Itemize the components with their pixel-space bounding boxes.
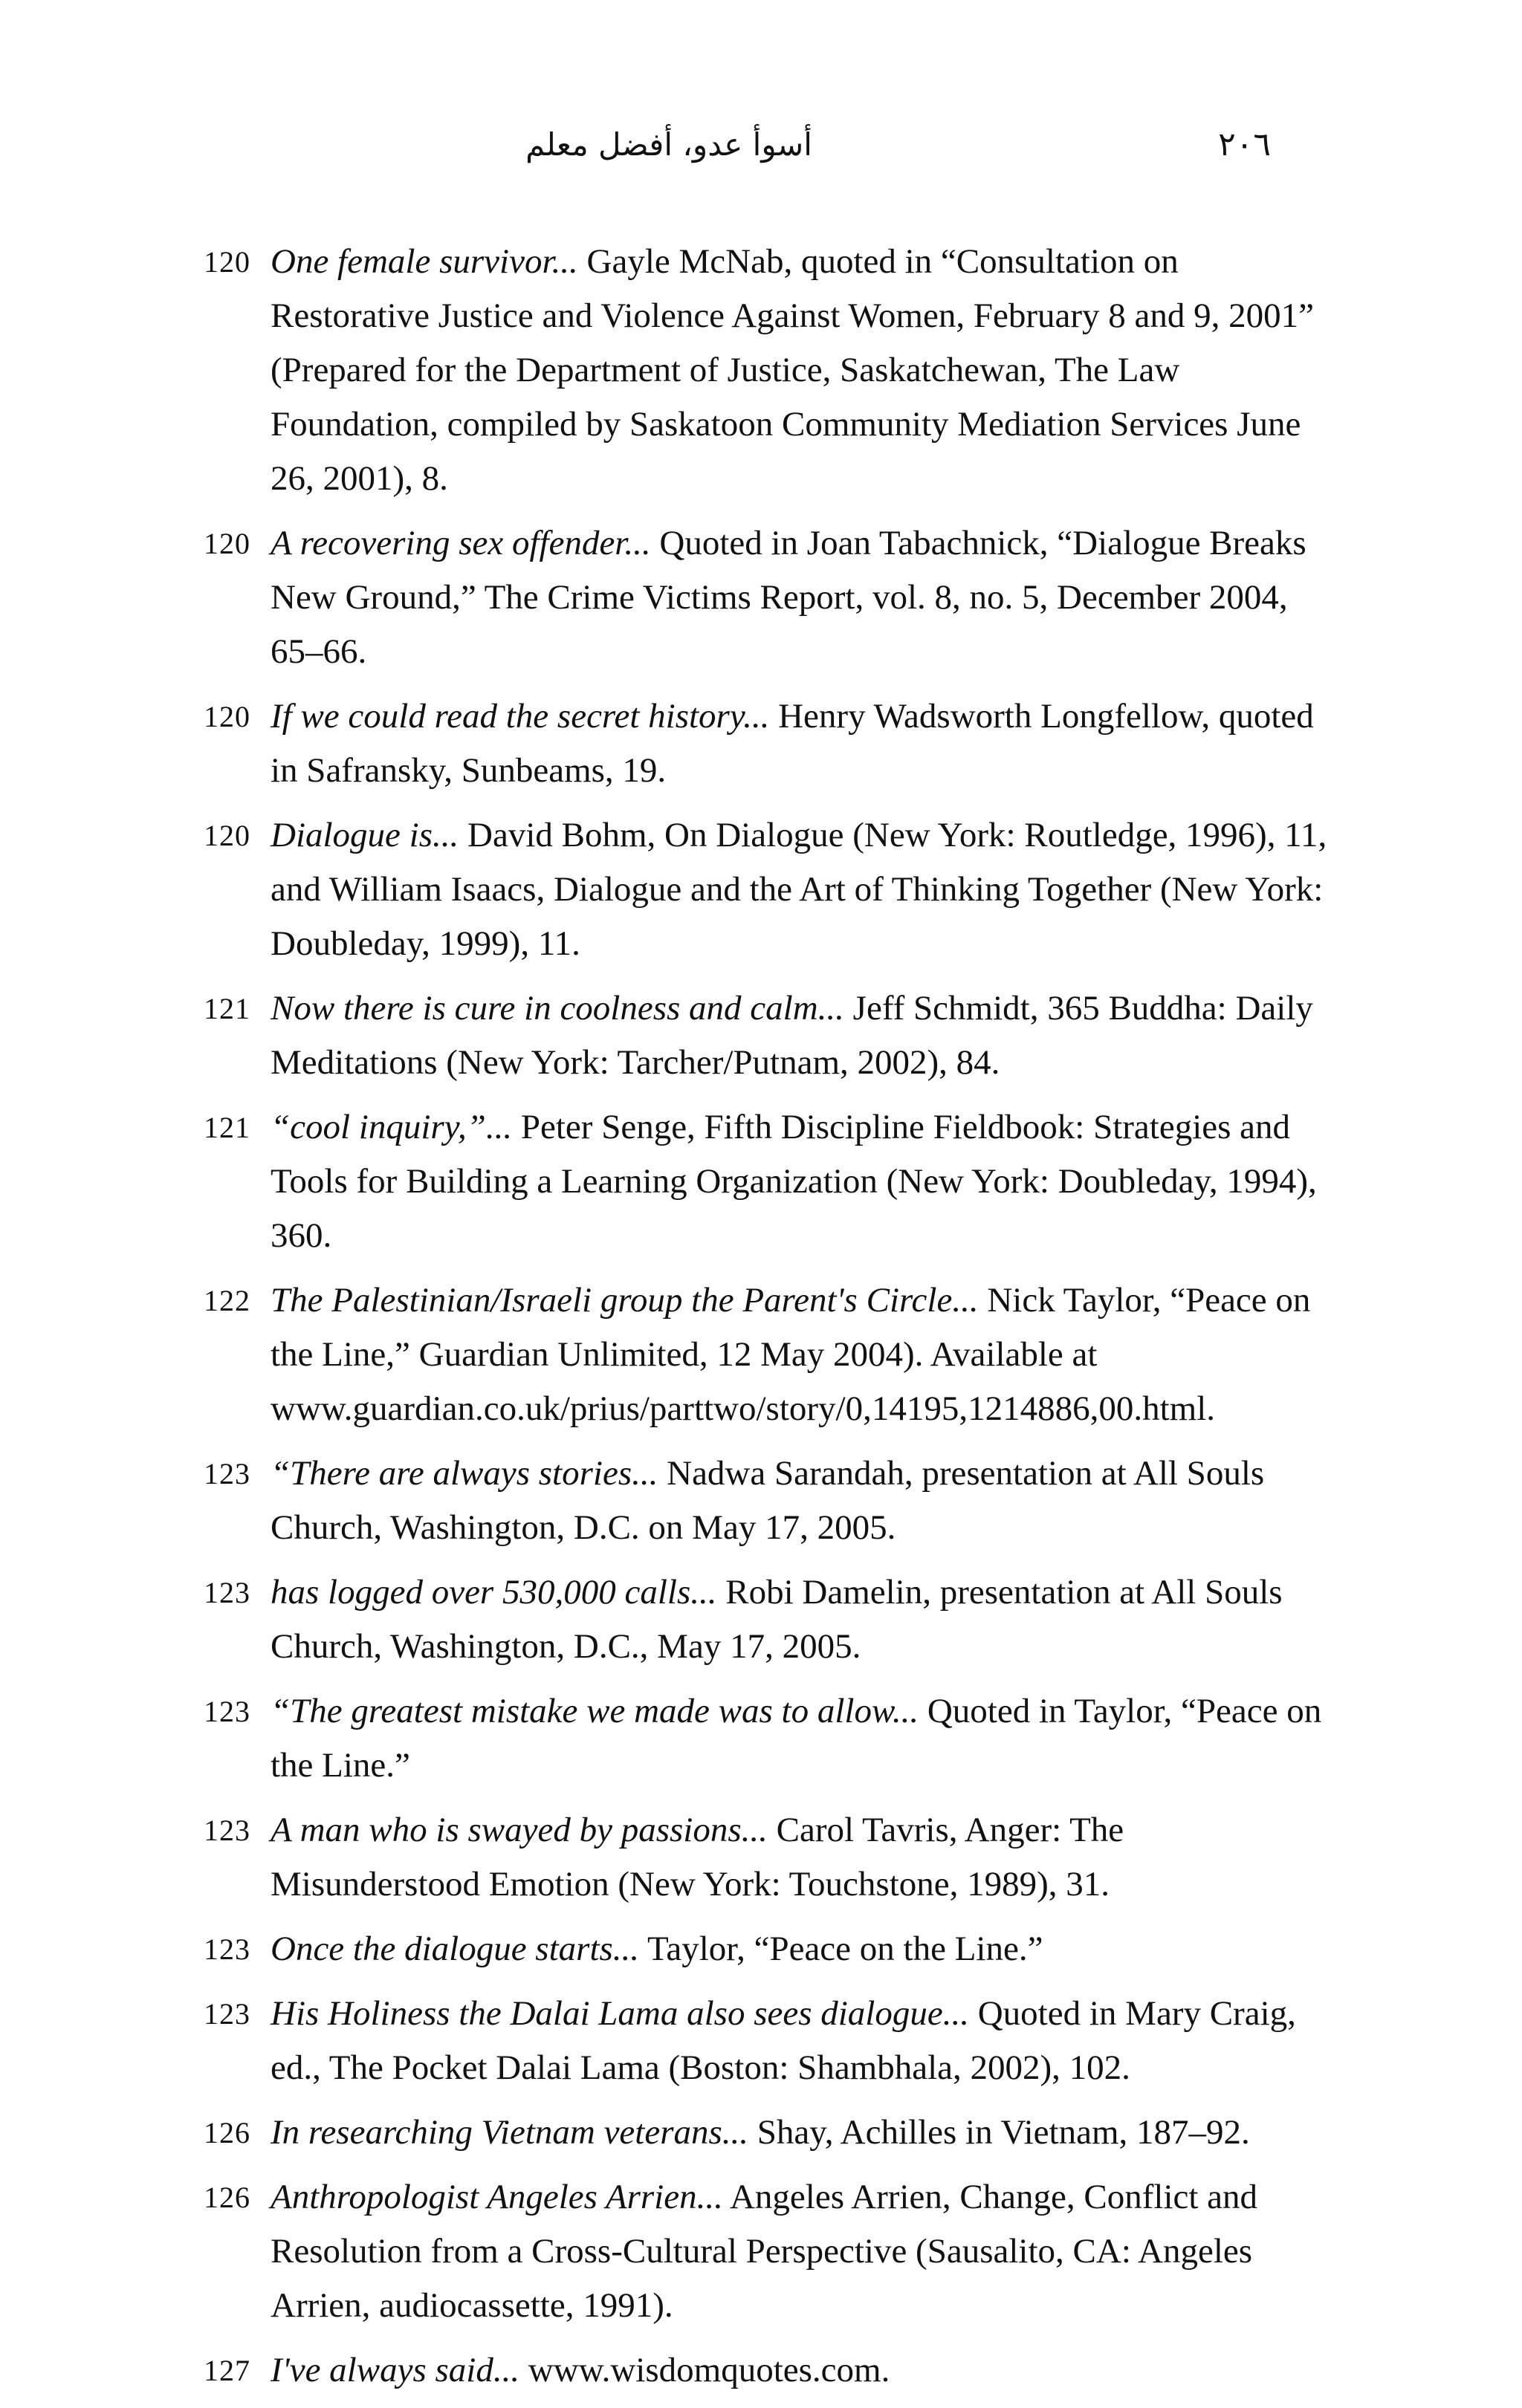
note-page-ref: 120 bbox=[204, 819, 250, 852]
note-text bbox=[271, 1565, 1341, 1674]
endnote bbox=[204, 2106, 1341, 2160]
note-phrase: “cool inquiry,”... bbox=[271, 1108, 513, 1146]
note-page-ref: 121 bbox=[204, 1111, 250, 1144]
note-phrase: I've always said... bbox=[271, 2351, 520, 2389]
note-phrase: Once the dialogue starts... bbox=[271, 1930, 640, 1968]
note-citation: Taylor, “Peace on the Line.” bbox=[639, 1930, 1043, 1968]
note-phrase: His Holiness the Dalai Lama also sees dialogue... bbox=[271, 1994, 969, 2033]
endnote bbox=[204, 689, 1341, 798]
endnote bbox=[204, 2170, 1341, 2333]
note-citation: Robi Damelin, presentation at All Souls Church, Washington, D.C., May 17, 2005. bbox=[271, 1573, 1283, 1666]
note-page-ref: 123 bbox=[204, 1997, 250, 2031]
note-citation: Quoted in Joan Tabachnick, “Dialogue Breaks New Ground,” The Crime Victims Report, vol. 8, no. 5, December 2004, 65–66. bbox=[271, 524, 1306, 671]
note-text bbox=[271, 2343, 1341, 2398]
note-text bbox=[271, 689, 1341, 798]
note-text bbox=[271, 981, 1341, 1090]
endnote bbox=[204, 1922, 1341, 1976]
note-text bbox=[271, 516, 1341, 679]
endnotes-list bbox=[204, 235, 1341, 2408]
endnote bbox=[204, 1803, 1341, 1912]
note-phrase: A man who is swayed by passions... bbox=[271, 1811, 768, 1849]
note-citation: Angeles Arrien, Change, Conflict and Resolution from a Cross-Cultural Perspective (Sausalito, CA: Angeles Arrien, audiocassette, 1991). bbox=[271, 2178, 1258, 2325]
note-citation: Peter Senge, Fifth Discipline Fieldbook: Strategies and Tools for Building a Learning Organization (New York: Doubleday, 1994), 360. bbox=[271, 1108, 1317, 1255]
note-text bbox=[271, 1987, 1341, 2095]
note-text bbox=[271, 1447, 1341, 1555]
note-citation: Nick Taylor, “Peace on the Line,” Guardian Unlimited, 12 May 2004). Available at www.guardian.co.uk/prius/parttwo/story/0,14195,1214886,00.html. bbox=[271, 1281, 1311, 1428]
note-page-ref: 126 bbox=[204, 2181, 250, 2214]
note-text bbox=[271, 808, 1341, 971]
note-phrase: “There are always stories... bbox=[271, 1454, 658, 1493]
note-page-ref: 123 bbox=[204, 1932, 250, 1966]
note-text bbox=[271, 1684, 1341, 1793]
note-citation: Quoted in Taylor, “Peace on the Line.” bbox=[271, 1692, 1322, 1785]
endnote bbox=[204, 1273, 1341, 1436]
note-text bbox=[271, 1922, 1341, 1976]
note-citation: Shay, Achilles in Vietnam, 187–92. bbox=[748, 2113, 1250, 2152]
note-text bbox=[271, 1100, 1341, 1263]
note-citation: Jeff Schmidt, 365 Buddha: Daily Meditations (New York: Tarcher/Putnam, 2002), 84. bbox=[271, 989, 1313, 1082]
note-page-ref: 121 bbox=[204, 992, 250, 1025]
endnote bbox=[204, 1565, 1341, 1674]
note-page-ref: 127 bbox=[204, 2354, 250, 2387]
note-phrase: Dialogue is... bbox=[271, 816, 459, 854]
note-citation: Quoted in Mary Craig, ed., The Pocket Dalai Lama (Boston: Shambhala, 2002), 102. bbox=[271, 1994, 1296, 2087]
note-page-ref: 123 bbox=[204, 1457, 250, 1490]
note-phrase: Anthropologist Angeles Arrien... bbox=[271, 2178, 723, 2216]
endnote bbox=[204, 1100, 1341, 1263]
note-phrase: In researching Vietnam veterans... bbox=[271, 2113, 749, 2152]
running-title: أسوأ عدو، أفضل معلم bbox=[525, 126, 812, 163]
endnote bbox=[204, 1447, 1341, 1555]
note-phrase: has logged over 530,000 calls... bbox=[271, 1573, 717, 1612]
running-header bbox=[245, 119, 1271, 171]
note-text bbox=[271, 2170, 1341, 2333]
note-phrase: A recovering sex offender... bbox=[271, 524, 651, 562]
page-number: ٢٠٦ bbox=[1218, 126, 1271, 163]
note-page-ref: 120 bbox=[204, 245, 250, 279]
note-citation: www.wisdomquotes.com. bbox=[519, 2351, 890, 2389]
note-page-ref: 123 bbox=[204, 1695, 250, 1728]
note-text bbox=[271, 2106, 1341, 2160]
note-text bbox=[271, 235, 1341, 506]
endnote bbox=[204, 235, 1341, 506]
endnote bbox=[204, 1987, 1341, 2095]
note-page-ref: 123 bbox=[204, 1576, 250, 1609]
note-page-ref: 126 bbox=[204, 2116, 250, 2149]
note-phrase: The Palestinian/Israeli group the Parent's Circle... bbox=[271, 1281, 979, 1320]
note-citation: Carol Tavris, Anger: The Misunderstood Emotion (New York: Touchstone, 1989), 31. bbox=[271, 1811, 1124, 1904]
note-page-ref: 123 bbox=[204, 1814, 250, 1847]
note-citation: Nadwa Sarandah, presentation at All Souls Church, Washington, D.C. on May 17, 2005. bbox=[271, 1454, 1265, 1547]
note-page-ref: 120 bbox=[204, 700, 250, 733]
note-page-ref: 120 bbox=[204, 527, 250, 560]
endnote bbox=[204, 2343, 1341, 2398]
note-text bbox=[271, 1273, 1341, 1436]
note-citation: David Bohm, On Dialogue (New York: Routledge, 1996), 11, and William Isaacs, Dialogue and the Art of Thinking Together (New York: Doubleday, 1999), 11. bbox=[271, 816, 1327, 963]
note-page-ref: 122 bbox=[204, 1284, 250, 1317]
note-phrase: “The greatest mistake we made was to allow... bbox=[271, 1692, 919, 1730]
note-text bbox=[271, 1803, 1341, 1912]
endnote bbox=[204, 808, 1341, 971]
note-citation: Henry Wadsworth Longfellow, quoted in Safransky, Sunbeams, 19. bbox=[271, 697, 1314, 790]
note-phrase: If we could read the secret history... bbox=[271, 697, 770, 736]
endnote bbox=[204, 981, 1341, 1090]
note-citation: Gayle McNab, quoted in “Consultation on Restorative Justice and Violence Against Women, February 8 and 9, 2001” (Prepared for the Department of Justice, Saskatchewan, The Law Foundation, compiled by Saskatoon Community Mediation Services June 26, 2001), 8. bbox=[271, 242, 1314, 498]
endnote bbox=[204, 1684, 1341, 1793]
endnote bbox=[204, 516, 1341, 679]
note-phrase: Now there is cure in coolness and calm... bbox=[271, 989, 844, 1028]
note-phrase: One female survivor... bbox=[271, 242, 578, 281]
